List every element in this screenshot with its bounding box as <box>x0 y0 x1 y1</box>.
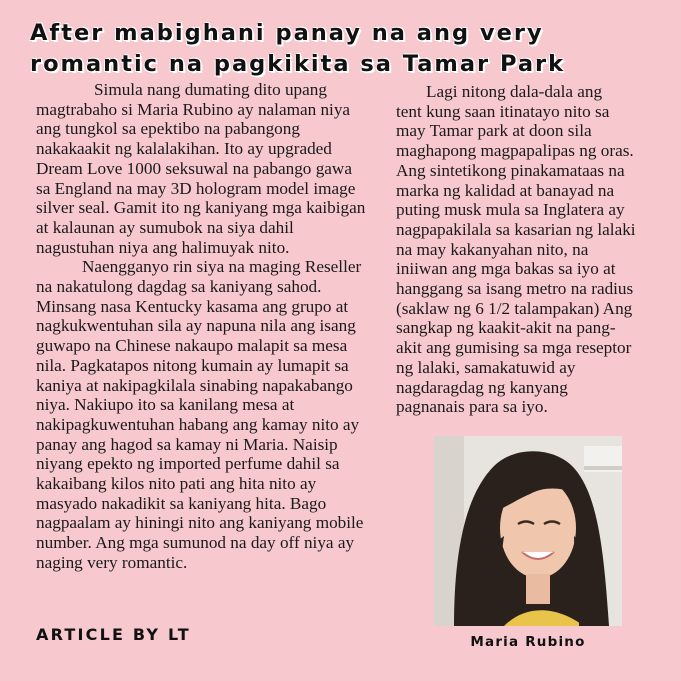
text-line: number. Ang mga sumunod na day off niya ay <box>36 533 355 553</box>
text-line: maghapong magpapalipas ng oras. <box>396 141 634 161</box>
text-line: nakakaakit ng kalalakihan. Ito ay upgraded <box>36 139 332 159</box>
text-line: silver seal. Gamit ito ng kaniyang mga kaibigan <box>36 198 366 218</box>
text-line: sa England na may 3D hologram model image <box>36 178 356 198</box>
portrait-illustration <box>434 436 622 626</box>
text-line: na nakatulong dagdag sa kaniyang sahod. <box>36 277 322 297</box>
text-line: hanggang sa isang metro na radius <box>396 279 634 299</box>
text-line: akit ang gumising sa mga reseptor <box>396 338 632 358</box>
headline <box>30 18 660 80</box>
text-line: (saklaw ng 6 1/2 talampakan) Ang <box>396 298 633 318</box>
text-line: tent kung saan itinatayo nito sa <box>396 101 610 121</box>
photo-caption: Maria Rubino <box>470 634 586 650</box>
text-line: Dream Love 1000 seksuwal na pabango gawa <box>36 158 352 178</box>
text-line: pagnanais para sa iyo. <box>396 397 548 417</box>
text-line: puting musk mula sa Inglatera ay <box>396 200 625 220</box>
text-line: nagkukwentuhan sila ay napuna nila ang isang <box>36 316 356 336</box>
article-column-left <box>36 80 390 573</box>
headline-line-2: romantic na pagkikita sa Tamar Park <box>30 51 566 77</box>
portrait-photo <box>434 436 622 626</box>
text-line: ang tungkol sa epektibo na pabangong <box>36 119 300 139</box>
text-line: naging very romantic. <box>36 552 188 572</box>
text-line: magtrabaho si Maria Rubino ay nalaman niya <box>36 99 351 119</box>
text-line: kaniya at nakipagkilala sinabing napakabango <box>36 375 353 395</box>
text-line: at kalaunan ay sumubok na siya dahil <box>36 217 294 237</box>
text-line: niyang epekto ng imported perfume dahil sa <box>36 454 340 474</box>
article-column-right <box>396 82 681 417</box>
text-line: Naengganyo rin siya na maging Reseller <box>82 257 362 277</box>
text-line: guwapo na Chinese nakaupo malapit sa mesa <box>36 336 348 356</box>
text-line: niya. Nakiupo ito sa kanilang mesa at <box>36 395 295 415</box>
paragraph-3 <box>396 82 681 417</box>
article-byline: ARTICLE BY LT <box>36 625 191 644</box>
text-line: marka ng kalidad at banayad na <box>396 180 615 200</box>
text-line: Ang sintetikong pinakamataas na <box>396 160 625 180</box>
text-line: nagdaragdag ng kanyang <box>396 377 568 397</box>
text-line: nila. Pagkatapos nitong kumain ay lumapit sa <box>36 355 349 375</box>
text-line: Minsang nasa Kentucky kasama ang grupo at <box>36 296 349 316</box>
text-line: nagpaalam ay hiningi nito ang kaniyang mobile <box>36 513 364 533</box>
paragraph-1 <box>36 80 390 257</box>
headline-line-1: After mabighani panay na ang very <box>30 20 544 46</box>
text-line: iniiwan ang mga bakas sa iyo at <box>396 259 616 279</box>
text-line: nagustuhan niya ang halimuyak nito. <box>36 237 290 257</box>
text-line: sangkap ng kaakit-akit na pang- <box>396 318 616 338</box>
paragraph-2 <box>36 257 390 572</box>
text-line: na may kakanyahan nito, na <box>396 239 589 259</box>
text-line: kakaibang kilos nito pati ang hita nito ay <box>36 474 317 494</box>
text-line: Simula nang dumating dito upang <box>94 80 327 99</box>
text-line: panay ang hagod sa kamay ni Maria. Naisip <box>36 434 338 454</box>
text-line: nagpapakilala sa kasarian ng lalaki <box>396 219 636 239</box>
text-line: masyado nakadikit sa kaniyang hita. Bago <box>36 493 327 513</box>
text-line: ng lalaki, samakatuwid ay <box>396 357 576 377</box>
text-line: Lagi nitong dala-dala ang <box>426 82 603 101</box>
text-line: may Tamar park at doon sila <box>396 121 592 141</box>
text-line: nakipagkuwentuhan habang ang kamay nito ay <box>36 414 360 434</box>
